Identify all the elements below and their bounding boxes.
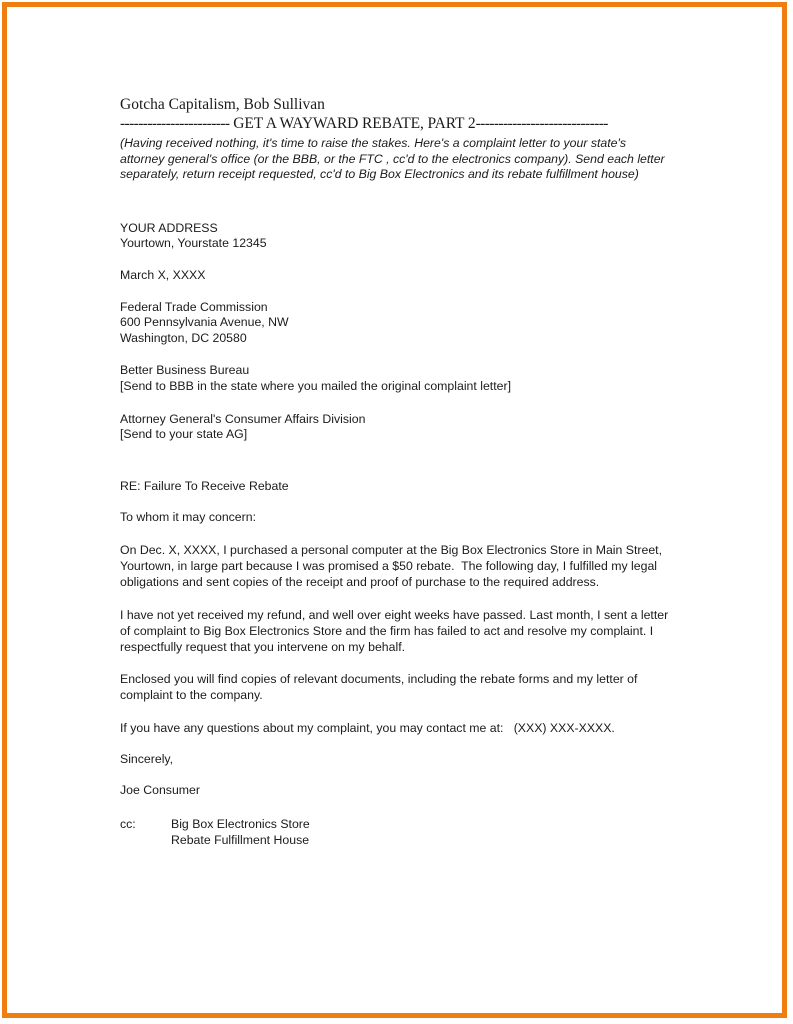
letter-closing: Sincerely, xyxy=(120,751,174,766)
cc-value-1: Big Box Electronics Store xyxy=(171,816,310,831)
page-border-frame xyxy=(2,2,787,1018)
recipient-ag-line-1: Attorney General's Consumer Affairs Division xyxy=(120,411,366,426)
recipient-bbb-line-1: Better Business Bureau xyxy=(120,363,250,378)
letter-salutation-block xyxy=(120,510,674,526)
masthead-source: Gotcha Capitalism, Bob Sullivan xyxy=(120,96,325,113)
cc-block xyxy=(120,817,674,848)
masthead-rule-right: ----------------------------- xyxy=(475,115,608,132)
cc-label: cc: xyxy=(120,816,136,831)
masthead-note: (Having received nothing, it's time to raise the stakes. Here's a complaint letter to your state's attorney general's office (or the BBB, or the FTC , cc'd to the electronics company). Send each letter separately, return receipt requested, cc'd to Big Box Electronics and its rebate fulfillment house) xyxy=(120,136,665,182)
letter-paragraph-4: If you have any questions about my complaint, you may contact me at: (XXX) XXX-XXXX. xyxy=(120,720,615,735)
masthead-title-text: GET A WAYWARD REBATE, PART 2 xyxy=(229,115,476,132)
letter-subject: RE: Failure To Receive Rebate xyxy=(120,478,289,493)
recipient-ag-line-2: [Send to your state AG] xyxy=(120,427,248,442)
letter-closing-block xyxy=(120,752,674,768)
recipient-bbb-block xyxy=(120,363,674,394)
letter-body xyxy=(120,95,674,848)
recipient-ftc-line-3: Washington, DC 20580 xyxy=(120,330,247,345)
sender-address-line-2: Yourtown, Yourstate 12345 xyxy=(120,236,267,251)
masthead-title-line xyxy=(120,114,674,134)
letter-date-block xyxy=(120,268,674,284)
masthead-rule-left: ------------------------ xyxy=(120,115,230,132)
cc-value-2: Rebate Fulfillment House xyxy=(171,832,310,847)
letter-signature-block xyxy=(120,783,674,799)
document-page xyxy=(7,7,782,1013)
letter-paragraph-1: On Dec. X, XXXX, I purchased a personal computer at the Big Box Electronics Store in Main Street, Yourtown, in large part because I was promised a $50 rebate. The following day, I fulfilled my legal obligations and sent copies of the receipt and proof of purchase to the required address. xyxy=(120,542,666,590)
recipient-ftc-line-2: 600 Pennsylvania Avenue, NW xyxy=(120,315,289,330)
recipient-ftc-block xyxy=(120,300,674,347)
letter-paragraph-2: I have not yet received my refund, and well over eight weeks have passed. Last month, I sent a letter of complaint to Big Box Electronics Store and the firm has failed to act and resolve my complaint. I respectfully request that you intervene on my behalf. xyxy=(120,607,672,654)
sender-address-block xyxy=(120,221,674,252)
masthead xyxy=(120,95,674,183)
sender-address-line-1: YOUR ADDRESS xyxy=(120,220,218,235)
recipient-ftc-line-1: Federal Trade Commission xyxy=(120,299,268,314)
cc-values xyxy=(171,817,310,848)
letter-date: March X, XXXX xyxy=(120,267,206,282)
recipient-ag-block xyxy=(120,412,674,443)
recipient-bbb-line-2: [Send to BBB in the state where you mailed the original complaint letter] xyxy=(120,378,511,393)
letter-salutation: To whom it may concern: xyxy=(120,510,256,525)
letter-signature: Joe Consumer xyxy=(120,783,200,798)
letter-paragraph-3: Enclosed you will find copies of relevant documents, including the rebate forms and my letter of complaint to the company. xyxy=(120,672,641,703)
letter-subject-block xyxy=(120,479,674,495)
